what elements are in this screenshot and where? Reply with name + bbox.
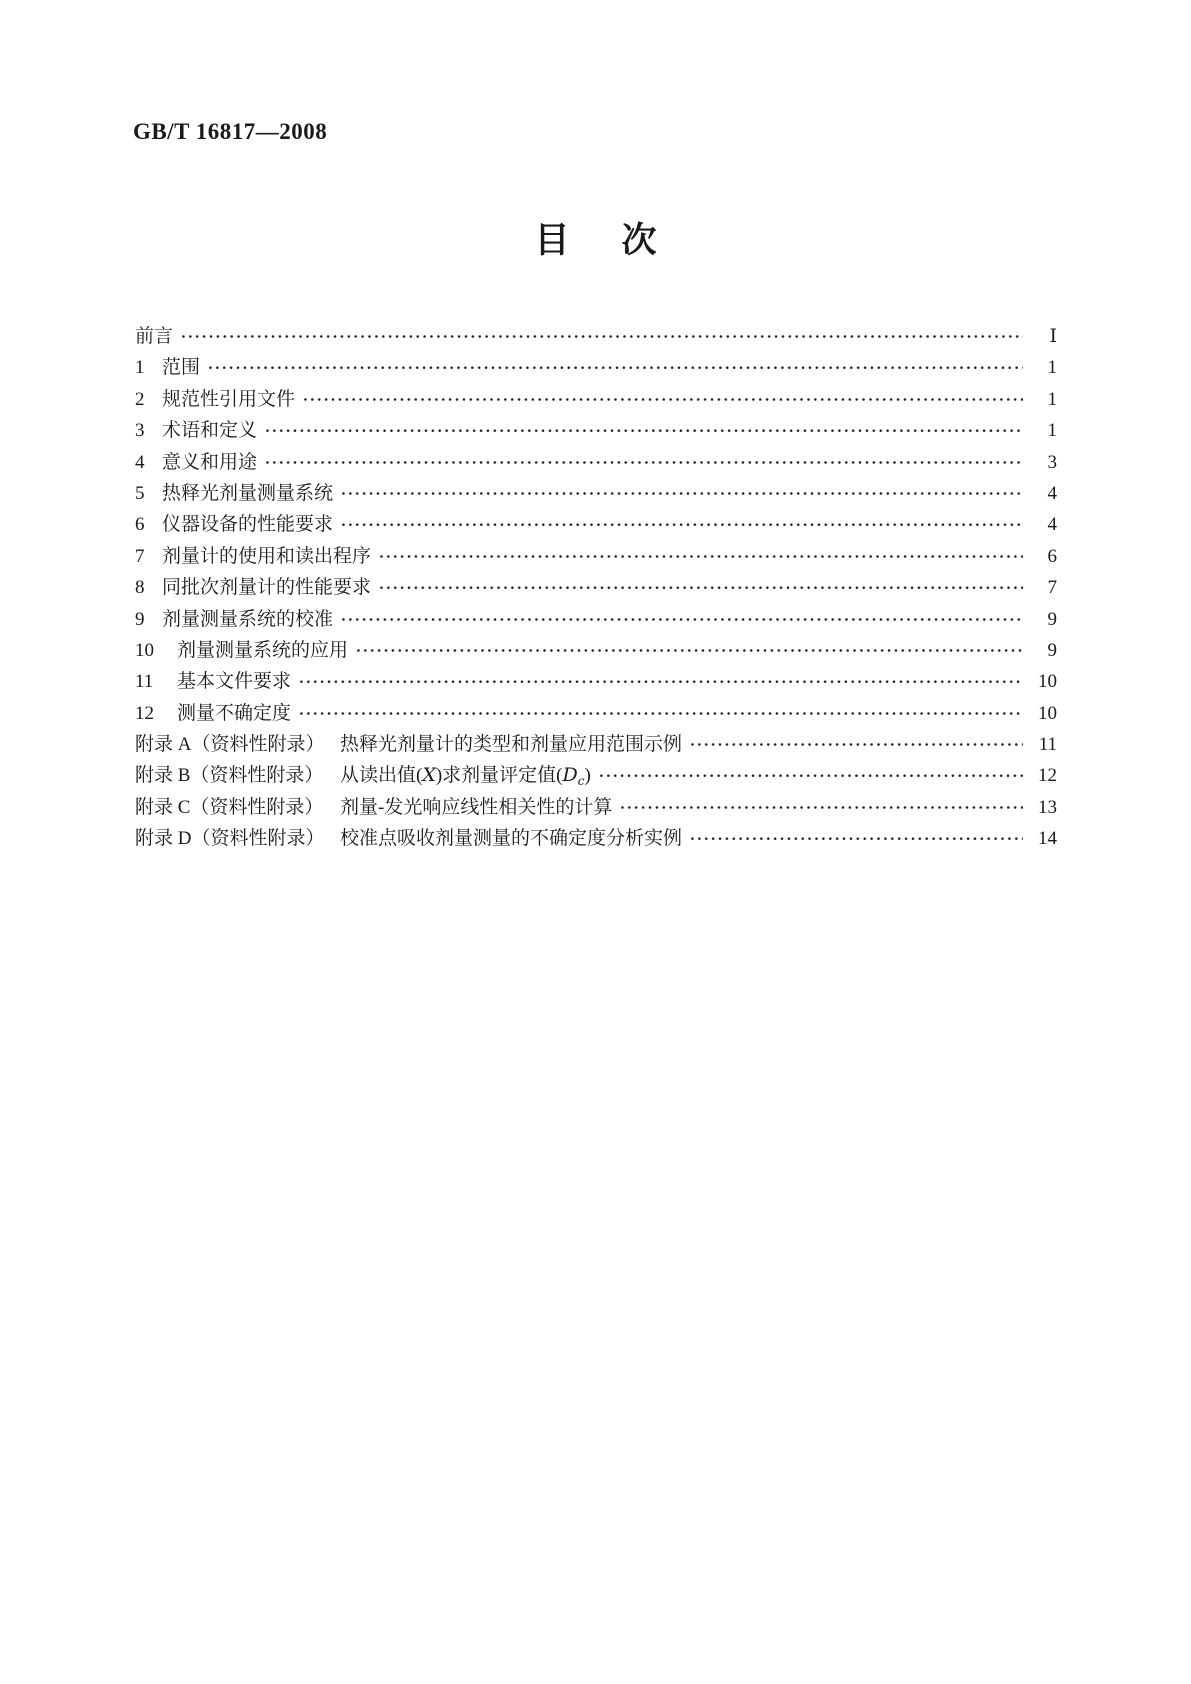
toc-page-number: 13: [1038, 796, 1057, 818]
toc-row: [135, 447, 1057, 478]
dot-leader: [378, 541, 1023, 572]
toc-entry-title: [340, 760, 591, 791]
toc-entry-title: 意义和用途: [162, 451, 258, 473]
toc-entry-number: 8: [135, 577, 145, 599]
toc-row: [135, 541, 1057, 572]
toc-title-char-1: 目: [534, 221, 570, 260]
dot-leader: [180, 321, 1023, 352]
toc-entry-number: 10: [135, 639, 154, 661]
dot-leader: [207, 352, 1023, 383]
toc-page-number: 6: [1047, 545, 1057, 567]
toc-page-number: 1: [1047, 357, 1057, 379]
toc-entry-title: 热释光剂量测量系统: [162, 482, 334, 504]
toc-row: [135, 478, 1057, 509]
toc-row: [135, 604, 1057, 635]
toc-entry-title: 仪器设备的性能要求: [162, 514, 334, 536]
toc-entry-title: 热释光剂量计的类型和剂量应用范围示例: [340, 734, 683, 756]
toc-row: [135, 760, 1057, 791]
title-text: )求剂量评定值(: [435, 765, 563, 787]
dot-leader: [340, 509, 1023, 540]
toc-row: [135, 792, 1057, 823]
toc-title-char-2: 次: [621, 221, 657, 260]
dot-leader: [378, 572, 1023, 603]
toc-entry-number: 2: [135, 388, 145, 410]
toc-page-number: 9: [1047, 608, 1057, 630]
toc-entry-title: 范围: [162, 357, 201, 379]
toc-entry-number: 1: [135, 357, 145, 379]
toc-title: [0, 222, 1191, 260]
toc-entry-title: 术语和定义: [162, 420, 258, 442]
toc-entry-title: 剂量计的使用和读出程序: [162, 545, 372, 567]
dot-leader: [264, 415, 1023, 446]
toc-page-number: 10: [1038, 671, 1057, 693]
dot-leader: [689, 729, 1023, 760]
toc-entry-number: 9: [135, 608, 145, 630]
toc-appendix-label: 附录 D（资料性附录）: [135, 828, 325, 850]
toc-appendix-label: 附录 A（资料性附录）: [135, 734, 325, 756]
toc-entry-title: 前言: [135, 326, 174, 347]
toc-entry-number: 7: [135, 545, 145, 567]
toc-page-number: Ⅰ: [1049, 326, 1057, 347]
toc-row: [135, 666, 1057, 697]
toc-page-number: 7: [1047, 577, 1057, 599]
toc-page-number: 10: [1038, 702, 1057, 724]
toc-entry-title: 测量不确定度: [177, 702, 292, 724]
toc-entry-title: 基本文件要求: [177, 671, 292, 693]
dot-leader: [298, 698, 1023, 729]
toc-row: [135, 509, 1057, 540]
toc-entry-title: 规范性引用文件: [162, 388, 296, 410]
toc-entry-number: 12: [135, 702, 154, 724]
toc-entry-number: 4: [135, 451, 145, 473]
toc-row: [135, 415, 1057, 446]
toc-entry-title: 剂量测量系统的校准: [162, 608, 334, 630]
dot-leader: [689, 823, 1023, 854]
dot-leader: [340, 478, 1023, 509]
toc-page-number: 1: [1047, 388, 1057, 410]
title-text: 从读出值(: [340, 765, 423, 787]
toc-page-number: 1: [1047, 420, 1057, 442]
toc-row: [135, 729, 1057, 760]
toc-page-number: 4: [1047, 514, 1057, 536]
toc-row: [135, 572, 1057, 603]
toc-page-number: 9: [1047, 639, 1057, 661]
dot-leader: [598, 760, 1023, 791]
toc-row: [135, 823, 1057, 854]
toc-appendix-label: 附录 C（资料性附录）: [135, 796, 324, 818]
toc-page-number: 11: [1038, 734, 1057, 756]
toc-row: [135, 321, 1057, 352]
toc-page-number: 3: [1047, 451, 1057, 473]
toc-entry-title: 校准点吸收剂量测量的不确定度分析实例: [340, 828, 683, 850]
toc-page-number: 4: [1047, 482, 1057, 504]
toc-entry-title: 剂量测量系统的应用: [177, 639, 349, 661]
toc-entry-title: 同批次剂量计的性能要求: [162, 577, 372, 599]
standard-code: GB/T 16817—2008: [133, 119, 328, 144]
dot-leader: [298, 666, 1023, 697]
toc-page-number: 14: [1038, 828, 1057, 850]
toc-row: [135, 384, 1057, 415]
toc-row: [135, 698, 1057, 729]
title-variable: D: [562, 764, 578, 787]
toc-entry-number: 11: [135, 671, 154, 693]
toc-entry-title: 剂量-发光响应线性相关性的计算: [340, 796, 613, 818]
toc-entry-number: 5: [135, 482, 145, 504]
toc-entry-number: 3: [135, 420, 145, 442]
toc-row: [135, 635, 1057, 666]
dot-leader: [619, 792, 1023, 823]
dot-leader: [264, 447, 1023, 478]
toc-page-number: 12: [1038, 765, 1057, 787]
title-text: ): [584, 765, 591, 787]
toc-list: [135, 321, 1057, 855]
title-variable: X: [422, 764, 436, 787]
title-variable: c: [577, 774, 585, 789]
dot-leader: [340, 604, 1023, 635]
toc-entry-number: 6: [135, 514, 145, 536]
toc-row: [135, 352, 1057, 383]
toc-appendix-label: 附录 B（资料性附录）: [135, 765, 324, 787]
dot-leader: [355, 635, 1023, 666]
dot-leader: [302, 384, 1023, 415]
